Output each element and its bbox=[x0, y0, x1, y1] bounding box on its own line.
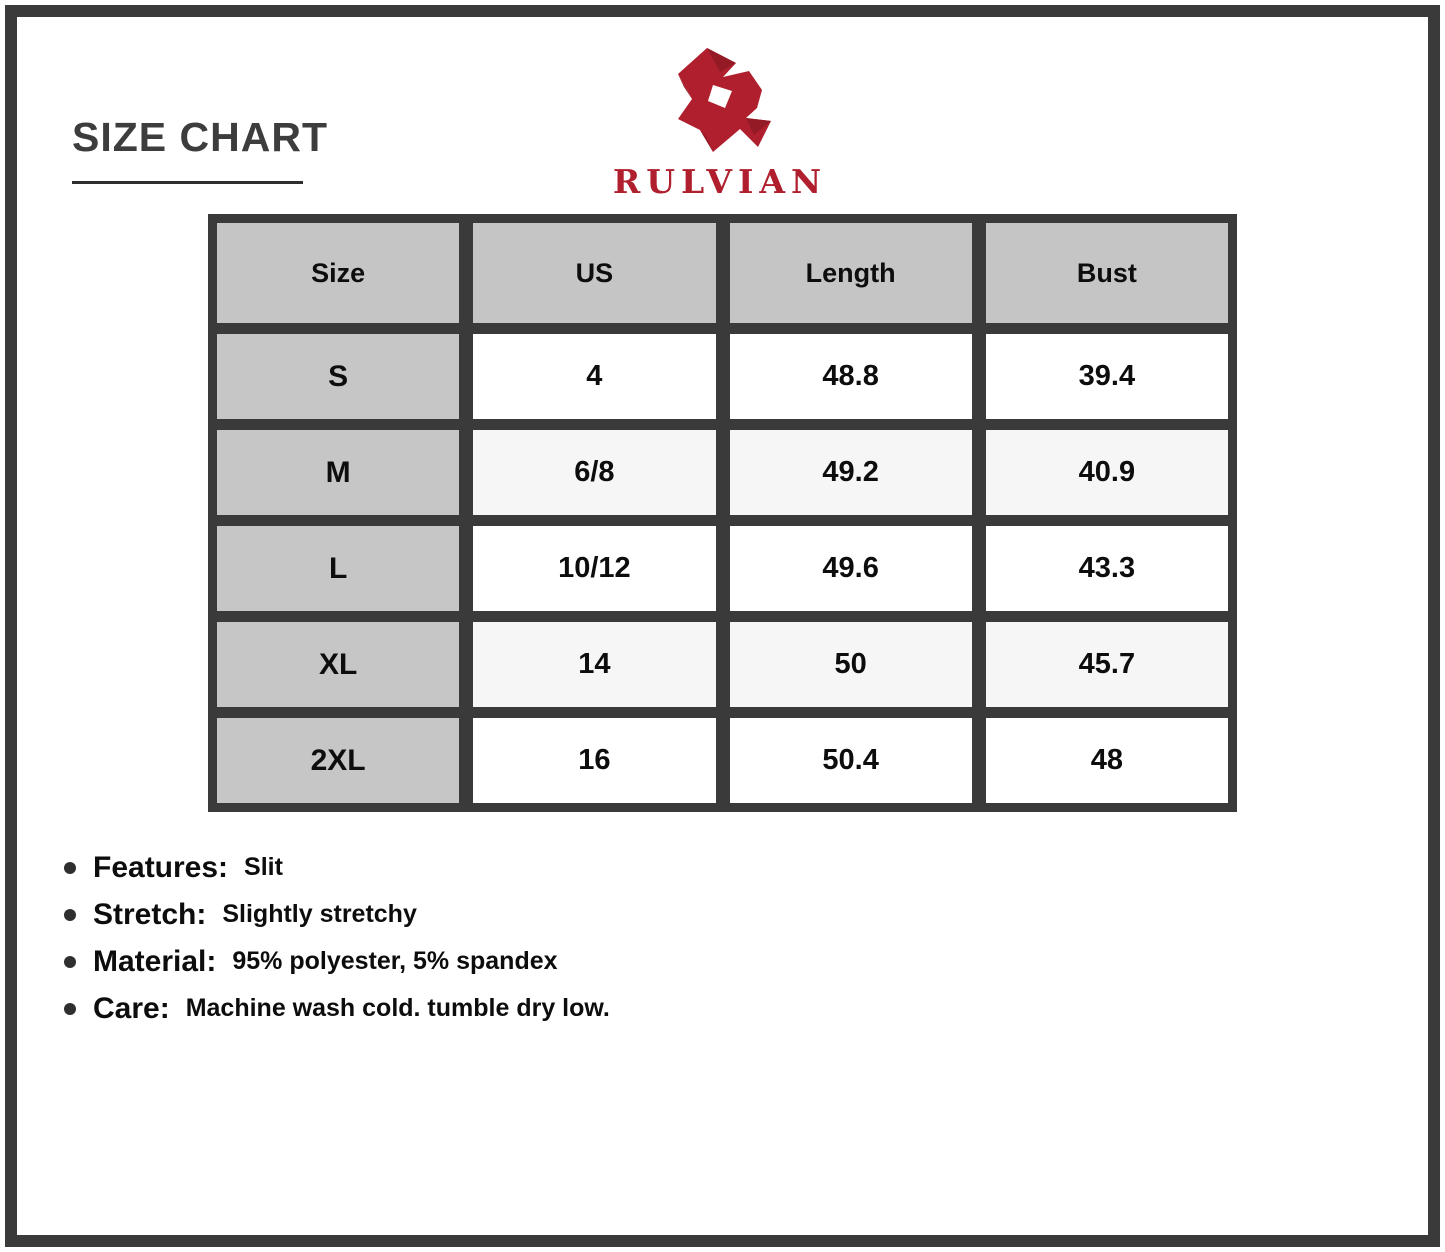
size-cell: XL bbox=[217, 622, 459, 707]
header-cell-size: Size bbox=[217, 223, 459, 323]
brand-wordmark: RULVIAN bbox=[612, 162, 828, 201]
detail-item-stretch bbox=[64, 897, 610, 932]
detail-value: Slightly stretchy bbox=[222, 900, 417, 928]
header-cell-bust: Bust bbox=[986, 223, 1228, 323]
length-cell: 49.6 bbox=[730, 526, 972, 611]
bust-cell: 43.3 bbox=[986, 526, 1228, 611]
title-underline bbox=[72, 181, 303, 184]
detail-value: Machine wash cold. tumble dry low. bbox=[185, 994, 610, 1022]
header-cell-length: Length bbox=[730, 223, 972, 323]
us-cell: 14 bbox=[473, 622, 715, 707]
bullet-icon bbox=[64, 909, 76, 921]
us-cell: 4 bbox=[473, 334, 715, 419]
bust-cell: 48 bbox=[986, 718, 1228, 803]
detail-value: Slit bbox=[244, 853, 283, 881]
page-title: SIZE CHART bbox=[72, 114, 328, 160]
length-cell: 48.8 bbox=[730, 334, 972, 419]
bullet-icon bbox=[64, 956, 76, 968]
size-cell: 2XL bbox=[217, 718, 459, 803]
size-cell: M bbox=[217, 430, 459, 515]
bullet-icon bbox=[64, 1003, 76, 1015]
size-chart-table bbox=[208, 214, 1237, 812]
detail-item-care bbox=[64, 991, 610, 1026]
header-cell-us: US bbox=[473, 223, 715, 323]
size-cell: S bbox=[217, 334, 459, 419]
detail-label: Care: bbox=[93, 992, 170, 1025]
brand-logo bbox=[570, 40, 870, 201]
bust-cell: 39.4 bbox=[986, 334, 1228, 419]
bullet-icon bbox=[64, 862, 76, 874]
detail-item-features bbox=[64, 850, 610, 885]
detail-label: Stretch: bbox=[93, 898, 207, 931]
length-cell: 50.4 bbox=[730, 718, 972, 803]
bust-cell: 45.7 bbox=[986, 622, 1228, 707]
size-cell: L bbox=[217, 526, 459, 611]
us-cell: 16 bbox=[473, 718, 715, 803]
product-details-list bbox=[64, 850, 610, 1038]
detail-value: 95% polyester, 5% spandex bbox=[232, 947, 558, 975]
length-cell: 49.2 bbox=[730, 430, 972, 515]
detail-item-material bbox=[64, 944, 610, 979]
length-cell: 50 bbox=[730, 622, 972, 707]
detail-label: Material: bbox=[93, 945, 217, 978]
rulvian-r-mark-icon bbox=[654, 40, 786, 158]
detail-label: Features: bbox=[93, 851, 229, 884]
bust-cell: 40.9 bbox=[986, 430, 1228, 515]
us-cell: 6/8 bbox=[473, 430, 715, 515]
us-cell: 10/12 bbox=[473, 526, 715, 611]
